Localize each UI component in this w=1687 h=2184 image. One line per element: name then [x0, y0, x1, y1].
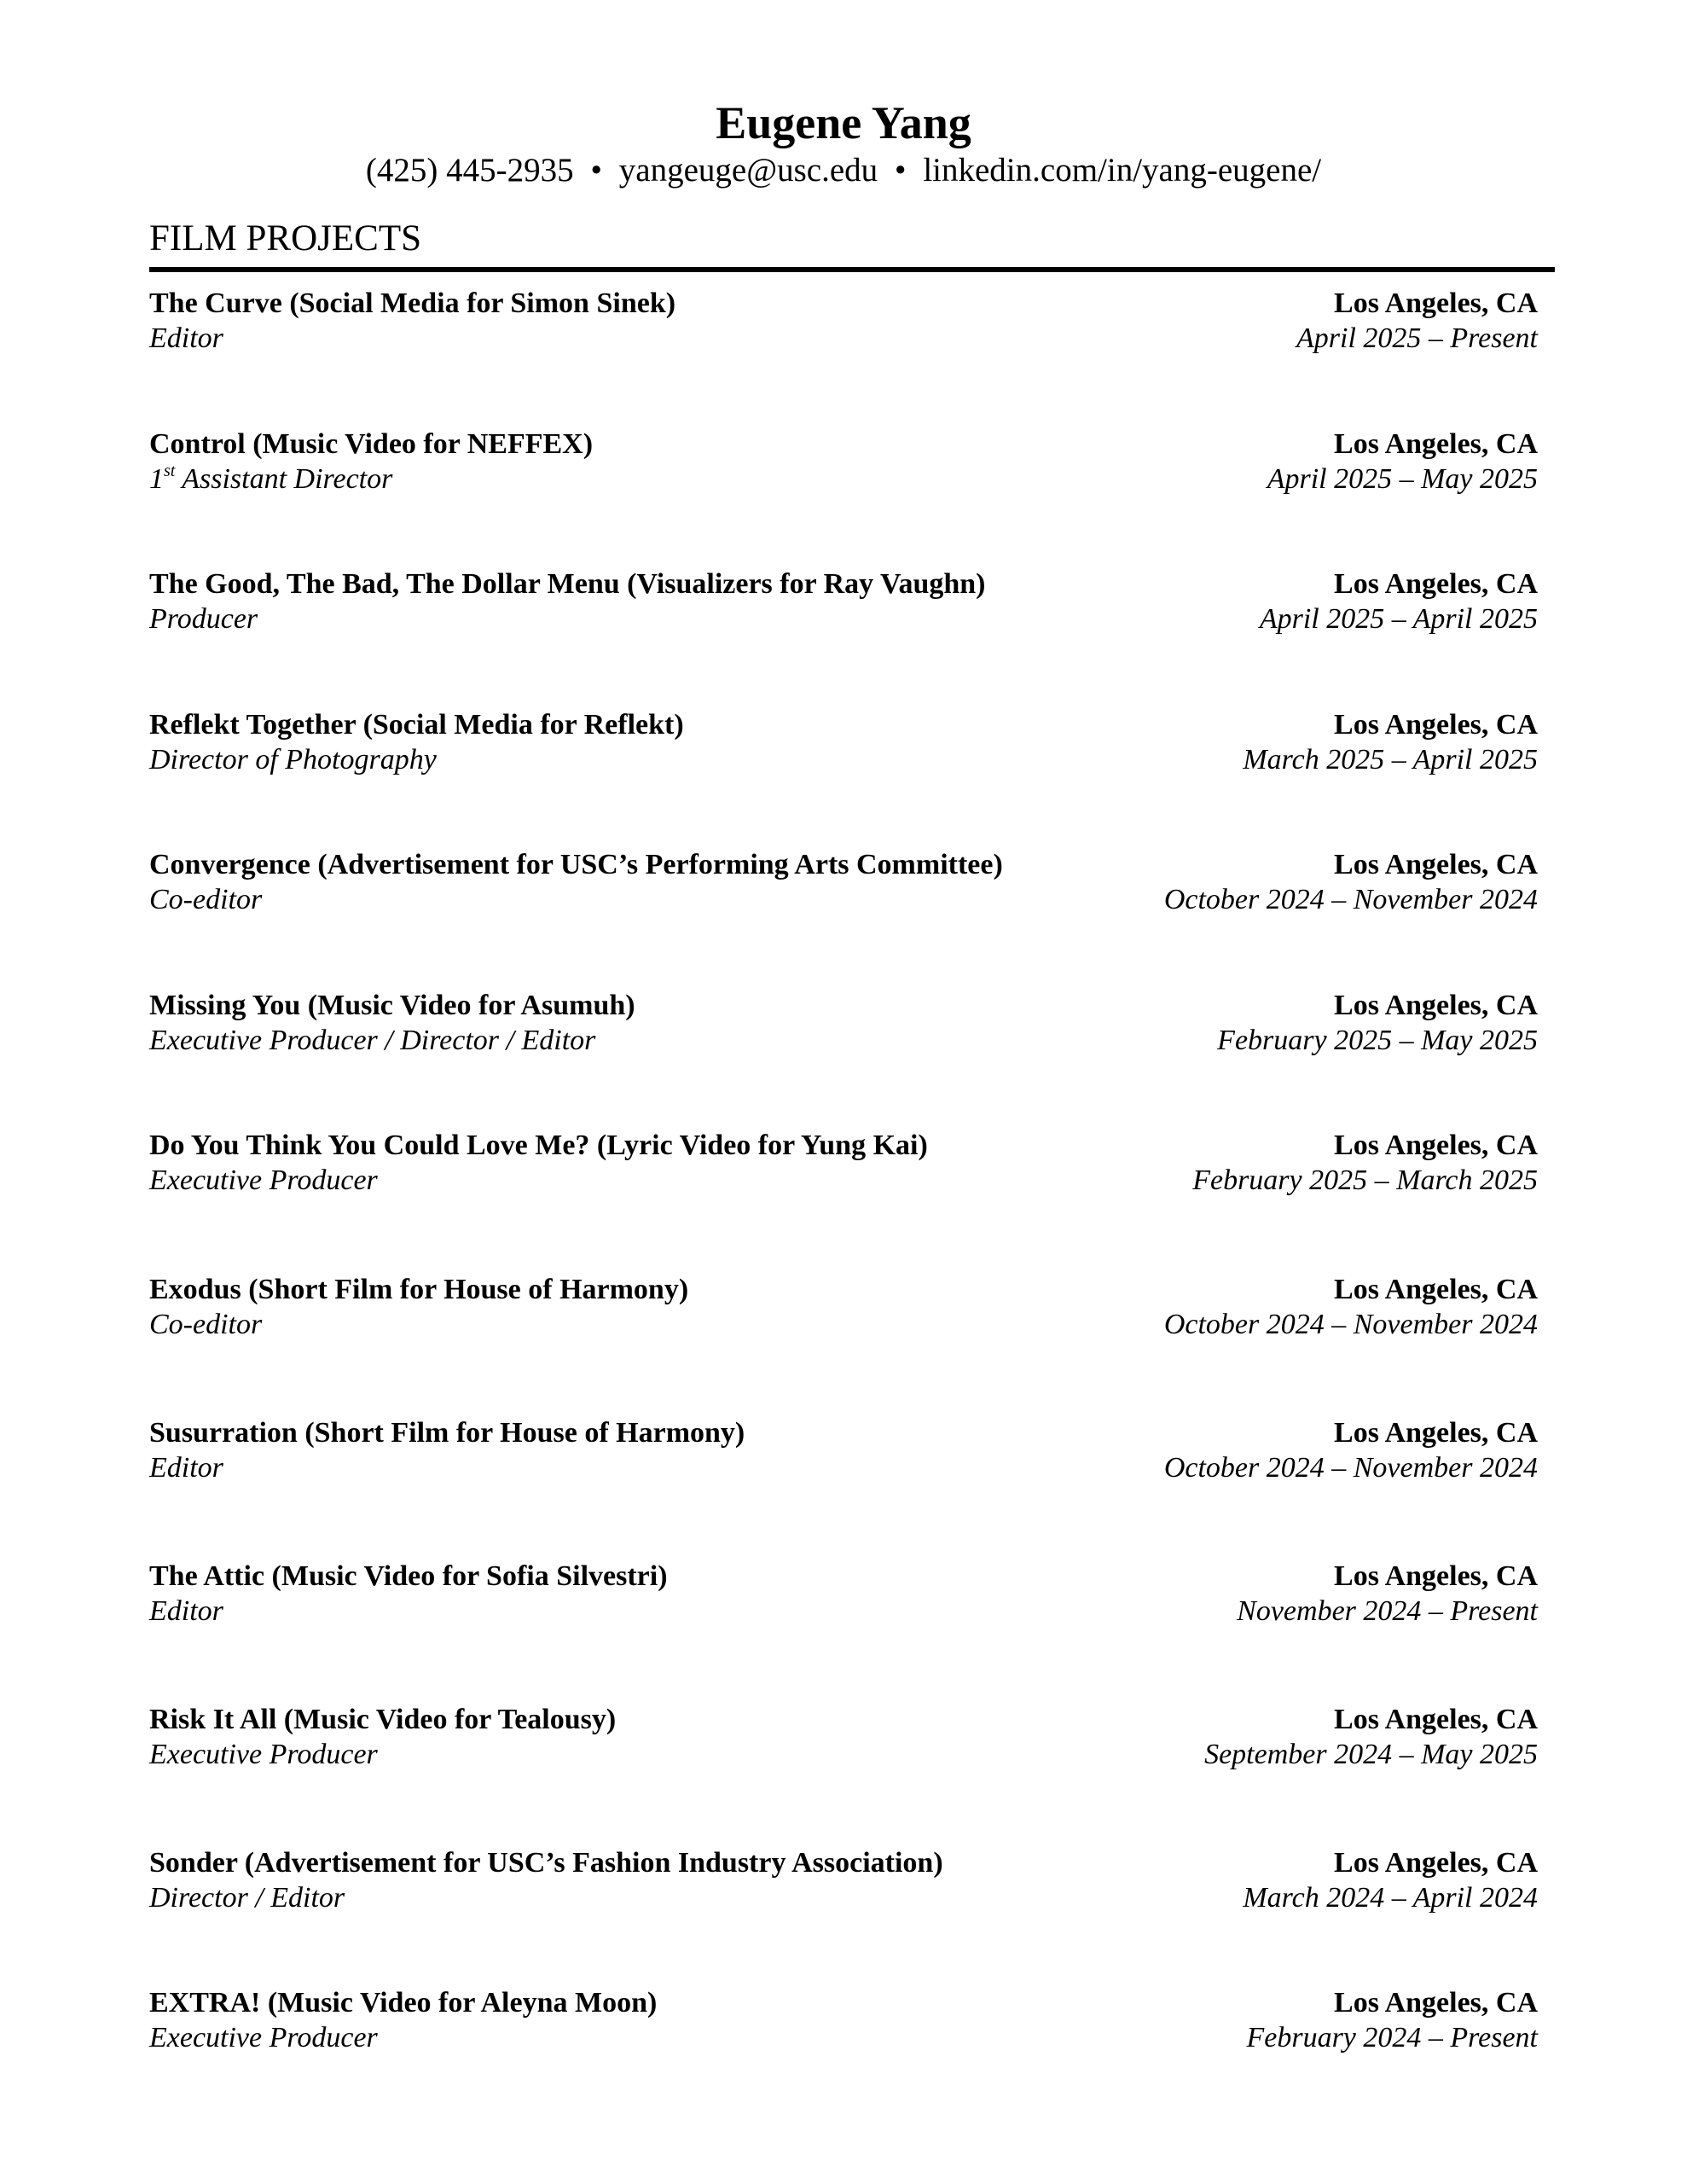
project-role: Producer: [149, 603, 258, 635]
project-title: EXTRA! (Music Video for Aleyna Moon): [149, 1987, 658, 2018]
bullet-separator: •: [590, 152, 603, 189]
project-entry: [149, 286, 1538, 427]
project-dates: April 2025 – April 2025: [1259, 603, 1538, 635]
project-role: Editor: [149, 1595, 223, 1627]
project-dates: April 2025 – May 2025: [1267, 462, 1538, 495]
project-location: Los Angeles, CA: [1334, 568, 1538, 600]
project-location: Los Angeles, CA: [1334, 427, 1538, 460]
candidate-name: Eugene Yang: [716, 97, 971, 148]
project-location: Los Angeles, CA: [1334, 1274, 1538, 1305]
project-role: Director of Photography: [149, 743, 437, 775]
project-role: Director / Editor: [149, 1882, 345, 1914]
project-role: Co-editor: [149, 884, 263, 915]
project-entry: [149, 1845, 1538, 1985]
project-dates: February 2025 – May 2025: [1217, 1024, 1538, 1056]
project-dates: February 2025 – March 2025: [1192, 1165, 1538, 1196]
project-entry: [149, 1702, 1538, 1845]
email-address[interactable]: yangeuge@usc.edu: [618, 152, 878, 189]
project-role: Co-editor: [149, 1309, 263, 1340]
section-divider: [149, 267, 1555, 272]
project-entry: [149, 847, 1538, 988]
project-location: Los Angeles, CA: [1334, 849, 1538, 880]
linkedin-link[interactable]: linkedin.com/in/yang-eugene/: [923, 152, 1322, 189]
project-location: Los Angeles, CA: [1334, 1560, 1538, 1592]
project-entry: [149, 1559, 1538, 1702]
project-role: Executive Producer: [149, 2022, 378, 2053]
project-location: Los Angeles, CA: [1334, 1987, 1538, 2018]
ordinal-superscript: st: [164, 461, 176, 480]
project-dates: October 2024 – November 2024: [1163, 1309, 1538, 1340]
section-title-film-projects: FILM PROJECTS: [149, 218, 421, 258]
project-dates: September 2024 – May 2025: [1204, 1739, 1538, 1770]
project-title: Risk It All (Music Video for Tealousy): [149, 1704, 617, 1735]
phone-number: (425) 445-2935: [365, 152, 574, 189]
project-entry: [149, 707, 1538, 848]
project-entry: [149, 566, 1538, 707]
project-role: Executive Producer / Director / Editor: [149, 1024, 596, 1056]
project-entry: [149, 1272, 1538, 1415]
film-projects-list: [149, 286, 1538, 2126]
project-role: Executive Producer: [149, 1165, 378, 1196]
project-location: Los Angeles, CA: [1334, 1704, 1538, 1735]
project-location: Los Angeles, CA: [1334, 1130, 1538, 1161]
project-entry: [149, 988, 1538, 1129]
project-title: Missing You (Music Video for Asumuh): [149, 989, 635, 1021]
project-title: Susurration (Short Film for House of Harmony): [149, 1417, 745, 1449]
project-title: Do You Think You Could Love Me? (Lyric Video for Yung Kai): [149, 1130, 928, 1161]
project-title: The Attic (Music Video for Sofia Silvestri): [149, 1560, 668, 1592]
project-title: The Good, The Bad, The Dollar Menu (Visualizers for Ray Vaughn): [149, 568, 986, 600]
project-location: Los Angeles, CA: [1334, 288, 1538, 319]
project-entry: [149, 1985, 1538, 2126]
contact-line: [0, 150, 1687, 191]
bullet-separator: •: [894, 152, 907, 189]
project-dates: November 2024 – Present: [1237, 1595, 1538, 1627]
project-title: The Curve (Social Media for Simon Sinek): [149, 288, 676, 319]
resume-header: [0, 96, 1687, 191]
project-title: Reflekt Together (Social Media for Reflekt): [149, 708, 684, 741]
project-title: Convergence (Advertisement for USC’s Performing Arts Committee): [149, 849, 1003, 880]
project-role: Editor: [149, 1452, 223, 1484]
project-dates: February 2024 – Present: [1246, 2022, 1538, 2053]
project-dates: October 2024 – November 2024: [1163, 884, 1538, 915]
project-title: Sonder (Advertisement for USC’s Fashion Industry Association): [149, 1847, 943, 1879]
project-role: Executive Producer: [149, 1739, 378, 1770]
project-location: Los Angeles, CA: [1334, 708, 1538, 741]
project-entry: [149, 1415, 1538, 1559]
project-title: Control (Music Video for NEFFEX): [149, 427, 594, 460]
project-dates: October 2024 – November 2024: [1163, 1452, 1538, 1484]
project-dates: March 2024 – April 2024: [1243, 1882, 1538, 1914]
project-dates: March 2025 – April 2025: [1243, 743, 1538, 775]
project-location: Los Angeles, CA: [1334, 989, 1538, 1021]
project-title: Exodus (Short Film for House of Harmony): [149, 1274, 689, 1305]
project-role: Editor: [149, 322, 223, 354]
project-location: Los Angeles, CA: [1334, 1847, 1538, 1879]
project-dates: April 2025 – Present: [1296, 322, 1538, 354]
project-role: 1st Assistant Director: [149, 461, 393, 495]
project-entry: [149, 427, 1538, 567]
project-entry: [149, 1128, 1538, 1272]
project-location: Los Angeles, CA: [1334, 1417, 1538, 1449]
